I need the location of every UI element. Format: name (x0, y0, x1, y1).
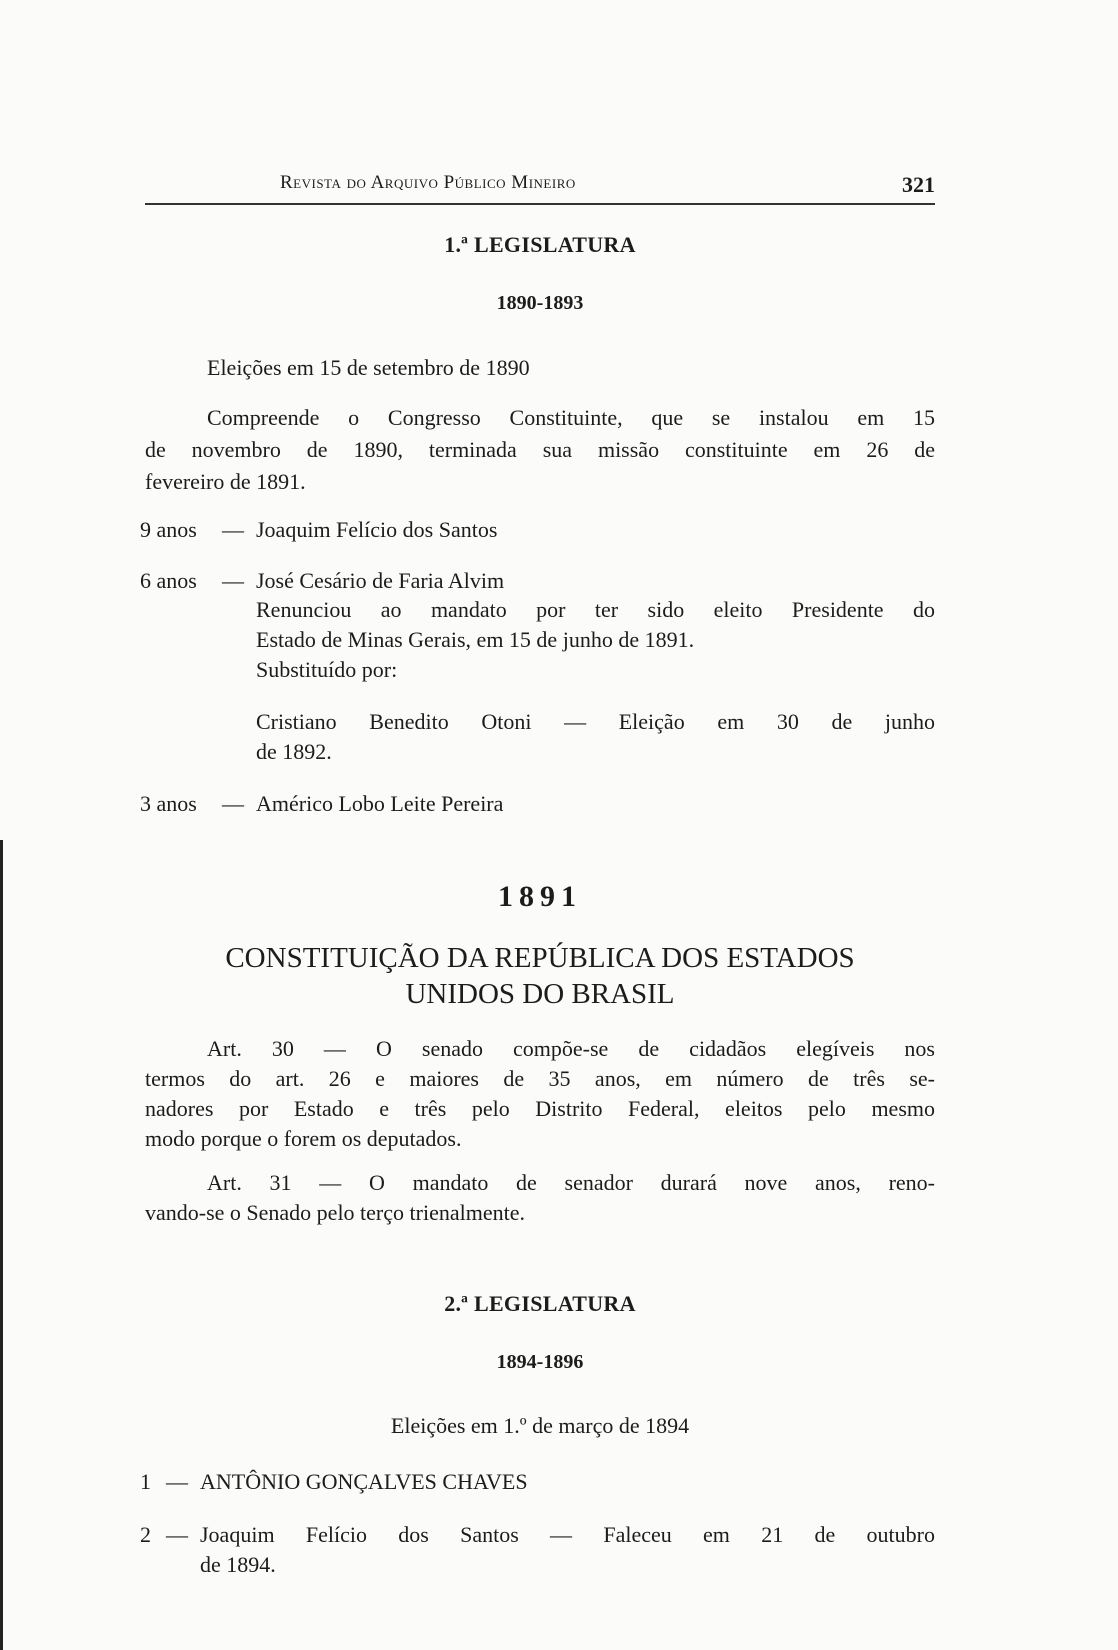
senator-note-line: Renunciou ao mandato por ter sido eleito Presidente do (256, 597, 935, 622)
art31-line: Art. 31 — O mandato de senador durará nove anos, reno- (207, 1170, 935, 1195)
member-name: ANTÔNIO GONÇALVES CHAVES (200, 1469, 528, 1494)
description-line: Compreende o Congresso Constituinte, que se instalou em 15 (207, 405, 935, 430)
description-line: fevereiro de 1891. (145, 469, 306, 494)
em-dash: — (222, 568, 244, 593)
legislatura-1-years: 1890-1893 (496, 292, 584, 314)
journal-title: Revista do Arquivo Público Mineiro (280, 172, 576, 193)
em-dash: — (222, 791, 244, 816)
senator-term: 3 anos (140, 791, 197, 816)
em-dash: — (166, 1522, 188, 1547)
legislatura-1-elections: Eleições em 15 de setembro de 1890 (207, 355, 530, 380)
constitution-title-line: CONSTITUIÇÃO DA REPÚBLICA DOS ESTADOS (225, 942, 855, 974)
art30-line: Art. 30 — O senado compõe-se de cidadãos elegíveis nos (207, 1036, 935, 1061)
page-number: 321 (902, 172, 935, 197)
senator-name: Américo Lobo Leite Pereira (256, 791, 504, 816)
substitute-line: Cristiano Benedito Otoni — Eleição em 30 de junho (256, 709, 935, 734)
senator-name: José Cesário de Faria Alvim (256, 568, 505, 593)
legislatura-2-heading: 2.ª LEGISLATURA (444, 1291, 636, 1316)
member-name: Joaquim Felício dos Santos — Faleceu em 21 de outubro (200, 1522, 935, 1547)
constitution-title-line: UNIDOS DO BRASIL (405, 978, 675, 1010)
art30-line: nadores por Estado e três pelo Distrito Federal, eleitos pelo mesmo (145, 1096, 935, 1121)
running-header (145, 172, 935, 198)
cutoff-line: de 1894. (200, 1552, 276, 1572)
art31-line: vando-se o Senado pelo terço trienalmente. (145, 1200, 525, 1225)
member-number: 2 (140, 1522, 151, 1547)
legislatura-2-years: 1894-1896 (496, 1351, 584, 1373)
senator-term: 9 anos (140, 517, 197, 542)
constitution-year: 1891 (498, 880, 582, 913)
senator-note-line: Estado de Minas Gerais, em 15 de junho de 1891. (256, 627, 695, 652)
legislatura-1-heading: 1.ª LEGISLATURA (444, 232, 636, 257)
senator-note-line: Substituído por: (256, 657, 398, 682)
art30-line: termos do art. 26 e maiores de 35 anos, em número de três se- (145, 1066, 935, 1091)
em-dash: — (166, 1469, 188, 1494)
substitute-line: de 1892. (256, 739, 332, 764)
header-rule (145, 203, 935, 205)
art30-line: modo porque o forem os deputados. (145, 1126, 462, 1151)
senator-name: Joaquim Felício dos Santos (256, 517, 498, 542)
senator-term: 6 anos (140, 568, 197, 593)
member-number: 1 (140, 1469, 151, 1494)
legislatura-2-elections: Eleições em 1.º de março de 1894 (390, 1413, 690, 1438)
description-line: de novembro de 1890, terminada sua missão constituinte em 26 de (145, 437, 935, 462)
scan-edge-shadow (0, 840, 3, 1650)
em-dash: — (222, 517, 244, 542)
